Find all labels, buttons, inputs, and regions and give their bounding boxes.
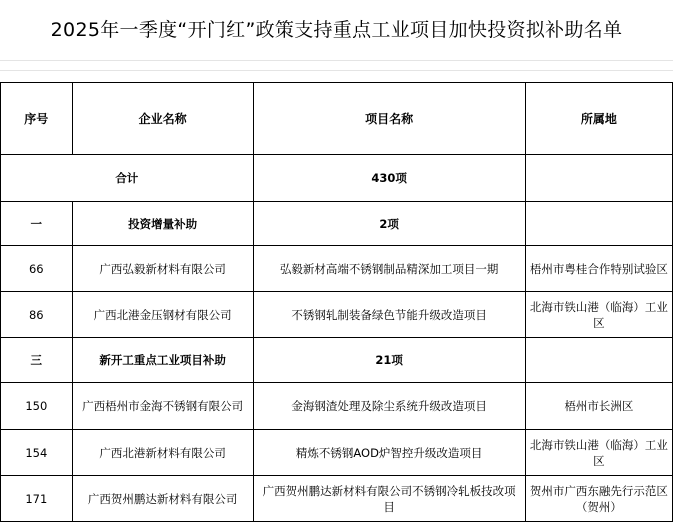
section-count: 2项 [253,202,525,246]
row-location: 贺州市广西东融先行示范区（贺州） [525,476,672,522]
subsidy-table [0,82,673,522]
row-project: 精炼不锈钢AOD炉智控升级改造项目 [253,430,525,476]
row-project: 弘毅新材高端不锈钢制品精深加工项目一期 [253,246,525,292]
header-seq: 序号 [1,83,73,155]
total-label: 合计 [1,155,254,202]
section-seq: 三 [1,338,73,383]
section-row [1,338,673,383]
section-row [1,202,673,246]
header-project: 项目名称 [253,83,525,155]
row-company: 广西弘毅新材料有限公司 [72,246,253,292]
table-row [1,292,673,338]
row-seq: 171 [1,476,73,522]
total-location [525,155,672,202]
table-row [1,476,673,522]
header-company: 企业名称 [72,83,253,155]
row-project: 金海钢渣处理及除尘系统升级改造项目 [253,383,525,430]
row-location: 北海市铁山港（临海）工业区 [525,430,672,476]
table-row [1,383,673,430]
row-seq: 154 [1,430,73,476]
total-row [1,155,673,202]
total-count: 430项 [253,155,525,202]
table-row [1,430,673,476]
row-seq: 86 [1,292,73,338]
row-company: 广西梧州市金海不锈钢有限公司 [72,383,253,430]
row-location: 梧州市粤桂合作特别试验区 [525,246,672,292]
row-location: 梧州市长洲区 [525,383,672,430]
row-seq: 66 [1,246,73,292]
row-company: 广西北港金压钢材有限公司 [72,292,253,338]
section-seq: 一 [1,202,73,246]
section-count: 21项 [253,338,525,383]
row-company: 广西北港新材料有限公司 [72,430,253,476]
row-location: 北海市铁山港（临海）工业区 [525,292,672,338]
section-label: 投资增量补助 [72,202,253,246]
header-location: 所属地 [525,83,672,155]
header-row [1,83,673,155]
row-seq: 150 [1,383,73,430]
divider [0,70,673,71]
divider [0,60,673,61]
row-project: 广西贺州鹏达新材料有限公司不锈钢冷轧板技改项目 [253,476,525,522]
table-row [1,246,673,292]
document-title: 2025年一季度“开门红”政策支持重点工业项目加快投资拟补助名单 [50,19,623,41]
section-location [525,202,672,246]
section-label: 新开工重点工业项目补助 [72,338,253,383]
row-project: 不锈钢轧制装备绿色节能升级改造项目 [253,292,525,338]
section-location [525,338,672,383]
row-company: 广西贺州鹏达新材料有限公司 [72,476,253,522]
